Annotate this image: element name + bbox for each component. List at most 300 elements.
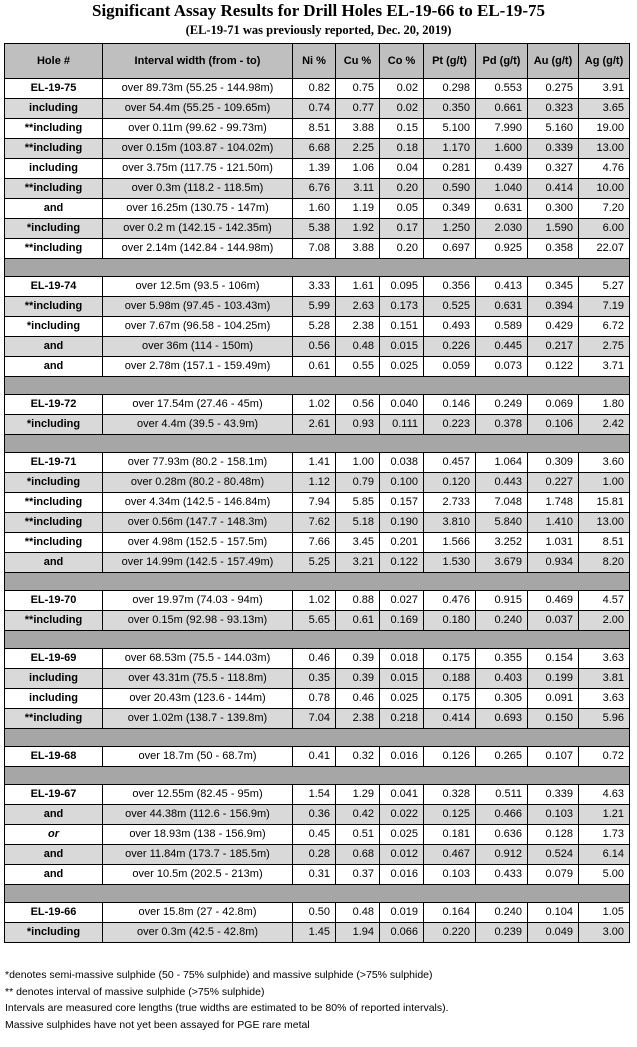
cell-ni: 0.35 bbox=[293, 669, 336, 689]
cell-au: 0.275 bbox=[528, 79, 579, 99]
cell-au: 0.103 bbox=[528, 805, 579, 825]
cell-co: 0.016 bbox=[380, 747, 424, 767]
cell-ni: 0.31 bbox=[293, 865, 336, 885]
col-header-pt: Pt (g/t) bbox=[424, 44, 476, 79]
cell-hole: and bbox=[5, 805, 103, 825]
cell-hole: **including bbox=[5, 611, 103, 631]
col-header-au: Au (g/t) bbox=[528, 44, 579, 79]
cell-ni: 7.62 bbox=[293, 513, 336, 533]
cell-ag: 3.71 bbox=[579, 357, 630, 377]
cell-cu: 2.38 bbox=[336, 709, 380, 729]
table-row bbox=[5, 473, 630, 493]
separator-row bbox=[5, 767, 630, 785]
cell-co: 0.151 bbox=[380, 317, 424, 337]
cell-ag: 7.19 bbox=[579, 297, 630, 317]
cell-cu: 3.21 bbox=[336, 553, 380, 573]
cell-pt: 2.733 bbox=[424, 493, 476, 513]
cell-cu: 0.61 bbox=[336, 611, 380, 631]
cell-interval: over 2.78m (157.1 - 159.49m) bbox=[103, 357, 293, 377]
cell-ni: 1.41 bbox=[293, 453, 336, 473]
cell-co: 0.190 bbox=[380, 513, 424, 533]
cell-pd: 7.048 bbox=[476, 493, 528, 513]
cell-ag: 1.21 bbox=[579, 805, 630, 825]
cell-interval: over 5.98m (97.45 - 103.43m) bbox=[103, 297, 293, 317]
cell-ag: 3.60 bbox=[579, 453, 630, 473]
cell-ni: 6.68 bbox=[293, 139, 336, 159]
cell-ni: 2.61 bbox=[293, 415, 336, 435]
cell-co: 0.111 bbox=[380, 415, 424, 435]
cell-ag: 13.00 bbox=[579, 139, 630, 159]
table-row bbox=[5, 453, 630, 473]
cell-co: 0.20 bbox=[380, 179, 424, 199]
cell-pt: 0.349 bbox=[424, 199, 476, 219]
cell-co: 0.218 bbox=[380, 709, 424, 729]
cell-hole: including bbox=[5, 689, 103, 709]
cell-cu: 0.93 bbox=[336, 415, 380, 435]
cell-pd: 0.636 bbox=[476, 825, 528, 845]
cell-hole: EL-19-68 bbox=[5, 747, 103, 767]
cell-au: 5.160 bbox=[528, 119, 579, 139]
cell-ni: 7.66 bbox=[293, 533, 336, 553]
cell-cu: 1.92 bbox=[336, 219, 380, 239]
cell-ag: 2.75 bbox=[579, 337, 630, 357]
cell-interval: over 15.8m (27 - 42.8m) bbox=[103, 903, 293, 923]
cell-hole: EL-19-70 bbox=[5, 591, 103, 611]
cell-co: 0.066 bbox=[380, 923, 424, 943]
separator-row bbox=[5, 631, 630, 649]
cell-ni: 1.39 bbox=[293, 159, 336, 179]
cell-ag: 0.72 bbox=[579, 747, 630, 767]
separator-row bbox=[5, 573, 630, 591]
cell-pt: 5.100 bbox=[424, 119, 476, 139]
cell-au: 0.128 bbox=[528, 825, 579, 845]
separator-cell bbox=[5, 767, 630, 785]
cell-interval: over 11.84m (173.7 - 185.5m) bbox=[103, 845, 293, 865]
cell-co: 0.02 bbox=[380, 79, 424, 99]
cell-ni: 7.08 bbox=[293, 239, 336, 259]
cell-cu: 0.48 bbox=[336, 337, 380, 357]
cell-au: 0.429 bbox=[528, 317, 579, 337]
cell-pd: 0.355 bbox=[476, 649, 528, 669]
cell-cu: 2.38 bbox=[336, 317, 380, 337]
cell-interval: over 3.75m (117.75 - 121.50m) bbox=[103, 159, 293, 179]
cell-ag: 4.76 bbox=[579, 159, 630, 179]
cell-pd: 0.073 bbox=[476, 357, 528, 377]
cell-cu: 5.18 bbox=[336, 513, 380, 533]
cell-interval: over 0.2 m (142.15 - 142.35m) bbox=[103, 219, 293, 239]
footnote-pge-assay: Massive sulphides have not yet been assayed for PGE rare metal bbox=[5, 1018, 310, 1031]
separator-row bbox=[5, 729, 630, 747]
cell-pd: 0.912 bbox=[476, 845, 528, 865]
cell-cu: 3.11 bbox=[336, 179, 380, 199]
cell-interval: over 18.7m (50 - 68.7m) bbox=[103, 747, 293, 767]
cell-hole: **including bbox=[5, 493, 103, 513]
cell-ni: 1.60 bbox=[293, 199, 336, 219]
cell-pd: 1.600 bbox=[476, 139, 528, 159]
cell-ni: 5.99 bbox=[293, 297, 336, 317]
table-row bbox=[5, 159, 630, 179]
cell-interval: over 7.67m (96.58 - 104.25m) bbox=[103, 317, 293, 337]
cell-ni: 3.33 bbox=[293, 277, 336, 297]
cell-cu: 0.79 bbox=[336, 473, 380, 493]
cell-hole: **including bbox=[5, 533, 103, 553]
cell-cu: 3.88 bbox=[336, 239, 380, 259]
cell-pt: 3.810 bbox=[424, 513, 476, 533]
cell-au: 0.339 bbox=[528, 785, 579, 805]
cell-co: 0.027 bbox=[380, 591, 424, 611]
cell-ni: 0.61 bbox=[293, 357, 336, 377]
cell-interval: over 18.93m (138 - 156.9m) bbox=[103, 825, 293, 845]
cell-co: 0.02 bbox=[380, 99, 424, 119]
table-row bbox=[5, 553, 630, 573]
cell-ag: 7.20 bbox=[579, 199, 630, 219]
cell-interval: over 1.02m (138.7 - 139.8m) bbox=[103, 709, 293, 729]
cell-ag: 15.81 bbox=[579, 493, 630, 513]
cell-co: 0.15 bbox=[380, 119, 424, 139]
cell-pd: 0.439 bbox=[476, 159, 528, 179]
cell-ag: 13.00 bbox=[579, 513, 630, 533]
cell-pd: 0.553 bbox=[476, 79, 528, 99]
cell-ni: 0.41 bbox=[293, 747, 336, 767]
cell-ag: 1.80 bbox=[579, 395, 630, 415]
cell-co: 0.122 bbox=[380, 553, 424, 573]
cell-interval: over 43.31m (75.5 - 118.8m) bbox=[103, 669, 293, 689]
cell-pt: 0.467 bbox=[424, 845, 476, 865]
cell-ni: 5.25 bbox=[293, 553, 336, 573]
cell-interval: over 36m (114 - 150m) bbox=[103, 337, 293, 357]
cell-co: 0.17 bbox=[380, 219, 424, 239]
cell-ag: 4.63 bbox=[579, 785, 630, 805]
header-row bbox=[5, 44, 630, 79]
cell-cu: 0.39 bbox=[336, 669, 380, 689]
cell-pd: 0.693 bbox=[476, 709, 528, 729]
cell-au: 0.217 bbox=[528, 337, 579, 357]
cell-au: 0.150 bbox=[528, 709, 579, 729]
cell-pt: 0.146 bbox=[424, 395, 476, 415]
cell-cu: 0.75 bbox=[336, 79, 380, 99]
cell-interval: over 19.97m (74.03 - 94m) bbox=[103, 591, 293, 611]
table-row bbox=[5, 649, 630, 669]
cell-ni: 1.54 bbox=[293, 785, 336, 805]
cell-ni: 1.12 bbox=[293, 473, 336, 493]
cell-hole: *including bbox=[5, 219, 103, 239]
table-row bbox=[5, 337, 630, 357]
cell-ag: 6.72 bbox=[579, 317, 630, 337]
cell-au: 0.414 bbox=[528, 179, 579, 199]
assay-table-body bbox=[5, 79, 630, 943]
cell-ag: 2.00 bbox=[579, 611, 630, 631]
cell-interval: over 0.3m (42.5 - 42.8m) bbox=[103, 923, 293, 943]
cell-pd: 0.589 bbox=[476, 317, 528, 337]
table-row bbox=[5, 297, 630, 317]
cell-cu: 3.88 bbox=[336, 119, 380, 139]
separator-row bbox=[5, 435, 630, 453]
cell-cu: 0.32 bbox=[336, 747, 380, 767]
cell-co: 0.018 bbox=[380, 649, 424, 669]
cell-pd: 0.511 bbox=[476, 785, 528, 805]
cell-ni: 0.50 bbox=[293, 903, 336, 923]
table-row bbox=[5, 923, 630, 943]
cell-ni: 0.78 bbox=[293, 689, 336, 709]
cell-co: 0.016 bbox=[380, 865, 424, 885]
cell-pt: 1.566 bbox=[424, 533, 476, 553]
cell-pt: 1.530 bbox=[424, 553, 476, 573]
cell-pt: 0.356 bbox=[424, 277, 476, 297]
cell-cu: 1.06 bbox=[336, 159, 380, 179]
cell-cu: 1.61 bbox=[336, 277, 380, 297]
cell-ag: 3.65 bbox=[579, 99, 630, 119]
cell-pt: 0.298 bbox=[424, 79, 476, 99]
cell-ag: 8.20 bbox=[579, 553, 630, 573]
cell-au: 0.154 bbox=[528, 649, 579, 669]
cell-pt: 0.180 bbox=[424, 611, 476, 631]
cell-co: 0.173 bbox=[380, 297, 424, 317]
cell-au: 0.327 bbox=[528, 159, 579, 179]
col-header-cu: Cu % bbox=[336, 44, 380, 79]
cell-pt: 0.328 bbox=[424, 785, 476, 805]
cell-pd: 0.631 bbox=[476, 199, 528, 219]
cell-co: 0.025 bbox=[380, 689, 424, 709]
table-row bbox=[5, 669, 630, 689]
separator-cell bbox=[5, 631, 630, 649]
table-row bbox=[5, 591, 630, 611]
cell-au: 0.049 bbox=[528, 923, 579, 943]
cell-hole: and bbox=[5, 337, 103, 357]
cell-ag: 1.73 bbox=[579, 825, 630, 845]
cell-cu: 0.77 bbox=[336, 99, 380, 119]
cell-pt: 0.525 bbox=[424, 297, 476, 317]
cell-ag: 5.96 bbox=[579, 709, 630, 729]
table-row bbox=[5, 513, 630, 533]
cell-ni: 1.02 bbox=[293, 395, 336, 415]
col-header-pd: Pd (g/t) bbox=[476, 44, 528, 79]
cell-interval: over 0.28m (80.2 - 80.48m) bbox=[103, 473, 293, 493]
cell-au: 0.323 bbox=[528, 99, 579, 119]
cell-pt: 0.103 bbox=[424, 865, 476, 885]
separator-row bbox=[5, 259, 630, 277]
cell-au: 0.122 bbox=[528, 357, 579, 377]
cell-au: 0.037 bbox=[528, 611, 579, 631]
separator-row bbox=[5, 885, 630, 903]
cell-ag: 8.51 bbox=[579, 533, 630, 553]
page-title: Significant Assay Results for Drill Holes EL-19-66 to EL-19-75 bbox=[91, 1, 546, 20]
cell-pt: 0.220 bbox=[424, 923, 476, 943]
table-row bbox=[5, 689, 630, 709]
cell-pd: 0.915 bbox=[476, 591, 528, 611]
table-row bbox=[5, 179, 630, 199]
cell-pt: 0.350 bbox=[424, 99, 476, 119]
cell-interval: over 0.15m (103.87 - 104.02m) bbox=[103, 139, 293, 159]
cell-ni: 7.04 bbox=[293, 709, 336, 729]
cell-cu: 1.00 bbox=[336, 453, 380, 473]
cell-co: 0.015 bbox=[380, 337, 424, 357]
cell-pd: 0.265 bbox=[476, 747, 528, 767]
cell-pd: 0.305 bbox=[476, 689, 528, 709]
cell-co: 0.095 bbox=[380, 277, 424, 297]
cell-interval: over 4.98m (152.5 - 157.5m) bbox=[103, 533, 293, 553]
table-row bbox=[5, 119, 630, 139]
cell-hole: EL-19-72 bbox=[5, 395, 103, 415]
cell-ag: 1.05 bbox=[579, 903, 630, 923]
cell-pd: 0.445 bbox=[476, 337, 528, 357]
cell-au: 0.079 bbox=[528, 865, 579, 885]
cell-pt: 0.281 bbox=[424, 159, 476, 179]
cell-interval: over 4.4m (39.5 - 43.9m) bbox=[103, 415, 293, 435]
cell-ni: 0.45 bbox=[293, 825, 336, 845]
cell-interval: over 17.54m (27.46 - 45m) bbox=[103, 395, 293, 415]
cell-ni: 0.74 bbox=[293, 99, 336, 119]
cell-hole: or bbox=[5, 825, 103, 845]
cell-hole: EL-19-67 bbox=[5, 785, 103, 805]
cell-au: 0.199 bbox=[528, 669, 579, 689]
table-row bbox=[5, 825, 630, 845]
cell-co: 0.025 bbox=[380, 825, 424, 845]
cell-ni: 7.94 bbox=[293, 493, 336, 513]
cell-ag: 2.42 bbox=[579, 415, 630, 435]
cell-pd: 3.679 bbox=[476, 553, 528, 573]
cell-ni: 5.65 bbox=[293, 611, 336, 631]
cell-ni: 1.02 bbox=[293, 591, 336, 611]
col-header-ag: Ag (g/t) bbox=[579, 44, 630, 79]
cell-au: 0.524 bbox=[528, 845, 579, 865]
table-row bbox=[5, 395, 630, 415]
cell-pt: 0.126 bbox=[424, 747, 476, 767]
separator-cell bbox=[5, 573, 630, 591]
cell-pd: 7.990 bbox=[476, 119, 528, 139]
cell-pt: 0.125 bbox=[424, 805, 476, 825]
cell-hole: and bbox=[5, 199, 103, 219]
cell-interval: over 0.11m (99.62 - 99.73m) bbox=[103, 119, 293, 139]
col-header-hole: Hole # bbox=[5, 44, 103, 79]
cell-interval: over 2.14m (142.84 - 144.98m) bbox=[103, 239, 293, 259]
separator-cell bbox=[5, 259, 630, 277]
cell-interval: over 12.55m (82.45 - 95m) bbox=[103, 785, 293, 805]
cell-pd: 0.403 bbox=[476, 669, 528, 689]
cell-ag: 22.07 bbox=[579, 239, 630, 259]
table-row bbox=[5, 219, 630, 239]
cell-cu: 5.85 bbox=[336, 493, 380, 513]
cell-au: 0.104 bbox=[528, 903, 579, 923]
footnote-semi-massive: *denotes semi-massive sulphide (50 - 75% sulphide) and massive sulphide (>75% sulphide) bbox=[5, 969, 433, 981]
cell-pt: 0.590 bbox=[424, 179, 476, 199]
cell-hole: **including bbox=[5, 139, 103, 159]
col-header-ni: Ni % bbox=[293, 44, 336, 79]
cell-au: 1.748 bbox=[528, 493, 579, 513]
cell-interval: over 20.43m (123.6 - 144m) bbox=[103, 689, 293, 709]
cell-hole: EL-19-66 bbox=[5, 903, 103, 923]
cell-pt: 0.697 bbox=[424, 239, 476, 259]
cell-au: 0.469 bbox=[528, 591, 579, 611]
cell-ag: 10.00 bbox=[579, 179, 630, 199]
cell-au: 0.394 bbox=[528, 297, 579, 317]
cell-pd: 0.239 bbox=[476, 923, 528, 943]
cell-pt: 0.181 bbox=[424, 825, 476, 845]
cell-au: 1.410 bbox=[528, 513, 579, 533]
cell-ag: 4.57 bbox=[579, 591, 630, 611]
separator-cell bbox=[5, 729, 630, 747]
cell-au: 0.227 bbox=[528, 473, 579, 493]
cell-cu: 1.19 bbox=[336, 199, 380, 219]
cell-co: 0.157 bbox=[380, 493, 424, 513]
cell-pd: 0.240 bbox=[476, 611, 528, 631]
cell-pd: 2.030 bbox=[476, 219, 528, 239]
table-row bbox=[5, 709, 630, 729]
footnote-core-lengths: Intervals are measured core lengths (true widths are estimated to be 80% of reported intervals). bbox=[5, 1002, 449, 1014]
cell-interval: over 16.25m (130.75 - 147m) bbox=[103, 199, 293, 219]
cell-au: 0.107 bbox=[528, 747, 579, 767]
cell-cu: 0.37 bbox=[336, 865, 380, 885]
table-row bbox=[5, 903, 630, 923]
cell-interval: over 10.5m (202.5 - 213m) bbox=[103, 865, 293, 885]
cell-ag: 3.81 bbox=[579, 669, 630, 689]
col-header-co: Co % bbox=[380, 44, 424, 79]
cell-hole: including bbox=[5, 159, 103, 179]
cell-ag: 6.14 bbox=[579, 845, 630, 865]
cell-ni: 6.76 bbox=[293, 179, 336, 199]
cell-pt: 0.493 bbox=[424, 317, 476, 337]
cell-au: 0.934 bbox=[528, 553, 579, 573]
cell-au: 0.358 bbox=[528, 239, 579, 259]
cell-interval: over 44.38m (112.6 - 156.9m) bbox=[103, 805, 293, 825]
cell-pd: 0.466 bbox=[476, 805, 528, 825]
table-row bbox=[5, 845, 630, 865]
cell-cu: 2.63 bbox=[336, 297, 380, 317]
cell-ag: 3.63 bbox=[579, 649, 630, 669]
cell-interval: over 89.73m (55.25 - 144.98m) bbox=[103, 79, 293, 99]
cell-au: 0.091 bbox=[528, 689, 579, 709]
cell-pt: 0.188 bbox=[424, 669, 476, 689]
cell-ni: 1.45 bbox=[293, 923, 336, 943]
cell-pt: 0.175 bbox=[424, 649, 476, 669]
cell-interval: over 68.53m (75.5 - 144.03m) bbox=[103, 649, 293, 669]
cell-pd: 0.249 bbox=[476, 395, 528, 415]
cell-cu: 0.46 bbox=[336, 689, 380, 709]
footnotes bbox=[5, 967, 449, 1033]
cell-hole: *including bbox=[5, 923, 103, 943]
separator-cell bbox=[5, 885, 630, 903]
cell-hole: **including bbox=[5, 709, 103, 729]
title-block bbox=[0, 0, 637, 39]
cell-pd: 0.378 bbox=[476, 415, 528, 435]
cell-ni: 0.82 bbox=[293, 79, 336, 99]
cell-hole: **including bbox=[5, 179, 103, 199]
cell-pt: 0.476 bbox=[424, 591, 476, 611]
table-row bbox=[5, 805, 630, 825]
cell-hole: *including bbox=[5, 473, 103, 493]
cell-hole: *including bbox=[5, 415, 103, 435]
cell-pt: 0.120 bbox=[424, 473, 476, 493]
table-row bbox=[5, 785, 630, 805]
cell-ni: 5.28 bbox=[293, 317, 336, 337]
cell-hole: and bbox=[5, 357, 103, 377]
col-header-interval: Interval width (from - to) bbox=[103, 44, 293, 79]
cell-ag: 19.00 bbox=[579, 119, 630, 139]
cell-ni: 0.56 bbox=[293, 337, 336, 357]
cell-cu: 0.56 bbox=[336, 395, 380, 415]
cell-ni: 8.51 bbox=[293, 119, 336, 139]
cell-co: 0.04 bbox=[380, 159, 424, 179]
cell-pt: 0.226 bbox=[424, 337, 476, 357]
cell-pt: 0.164 bbox=[424, 903, 476, 923]
cell-pt: 0.414 bbox=[424, 709, 476, 729]
cell-co: 0.100 bbox=[380, 473, 424, 493]
cell-pd: 0.240 bbox=[476, 903, 528, 923]
cell-interval: over 77.93m (80.2 - 158.1m) bbox=[103, 453, 293, 473]
assay-table bbox=[4, 43, 630, 943]
separator-cell bbox=[5, 377, 630, 395]
table-row bbox=[5, 747, 630, 767]
cell-cu: 0.51 bbox=[336, 825, 380, 845]
